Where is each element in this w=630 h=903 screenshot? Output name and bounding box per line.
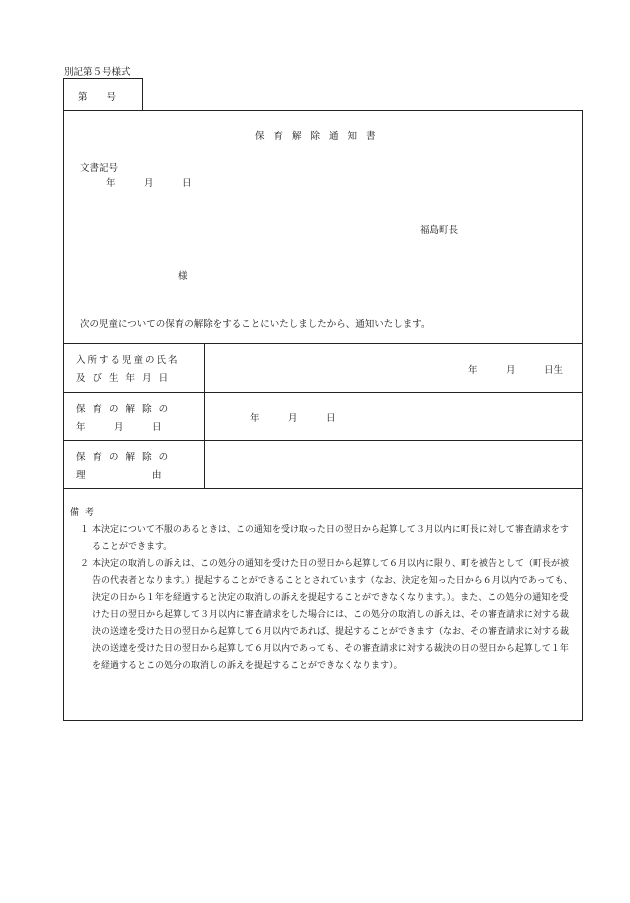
table-bottom-rule <box>63 488 583 489</box>
remarks-section <box>70 505 575 675</box>
issue-date-line: 年 月 日 <box>106 178 192 189</box>
row2-label-line1: 保 育 の 解 除 の <box>76 404 171 415</box>
number-box <box>63 78 143 111</box>
row1-label-line2: 及 び 生 年 月 日 <box>76 373 171 384</box>
table-row-rule-2 <box>63 440 583 441</box>
row2-value: 年 月 日 <box>250 413 336 424</box>
form-number: 別記第５号様式 <box>64 67 131 78</box>
row1-value: 年 月 日生 <box>468 365 564 376</box>
table-row-rule-1 <box>63 392 583 393</box>
table-column-divider <box>204 343 205 488</box>
intro-text: 次の児童についての保育の解除をすることにいたしましたから、通知いたします。 <box>80 319 431 330</box>
remarks-heading: 備考 <box>70 508 101 518</box>
document-title: 保育解除通知書 <box>255 131 385 142</box>
remark-item <box>70 556 575 675</box>
table-top-rule <box>63 343 583 344</box>
remark-number: ２ <box>80 559 90 569</box>
remark-number: １ <box>80 525 90 535</box>
doc-ref-label: 文書記号 <box>80 163 119 174</box>
row1-label-line1: 入所する児童の氏名 <box>76 355 180 366</box>
remark-item <box>70 522 575 556</box>
sender-name: 福島町長 <box>420 225 459 236</box>
row3-label-line1: 保 育 の 解 除 の <box>76 452 171 463</box>
row3-label-line2: 理 由 <box>76 470 162 481</box>
remark-text: 本決定の取消しの訴えは、この処分の通知を受けた日の翌日から起算して６月以内に限り、町を被告として（町長が被告の代表者となります。）提起することができることとされています（なお、決定を知った日から６月以内であっても、決定の日から１年を経過すると決定の取消しの訴えを提起することができなくなります。）。また、この処分の通知を受けた日の翌日から起算して３月以内に審査請求をした場合には、この処分の取消しの訴えは、その審査請求に対する裁決の送達を受けた日の翌日から起算して６月以内であれば、提起することができます（なお、その審査請求に対する裁決の送達を受けた日の翌日から起算して６月以内であっても、その審査請求に対する裁決の日の翌日から起算して１年を経過するとこの処分の取消しの訴えを提起することができなくなります）。 <box>92 559 573 671</box>
addressee-suffix: 様 <box>178 271 188 282</box>
number-label: 第 号 <box>78 92 117 103</box>
row2-label-line2: 年 月 日 <box>76 422 162 433</box>
remark-text: 本決定について不服のあるときは、この通知を受け取った日の翌日から起算して３月以内に町長に対して審査請求をすることができます。 <box>92 525 569 552</box>
